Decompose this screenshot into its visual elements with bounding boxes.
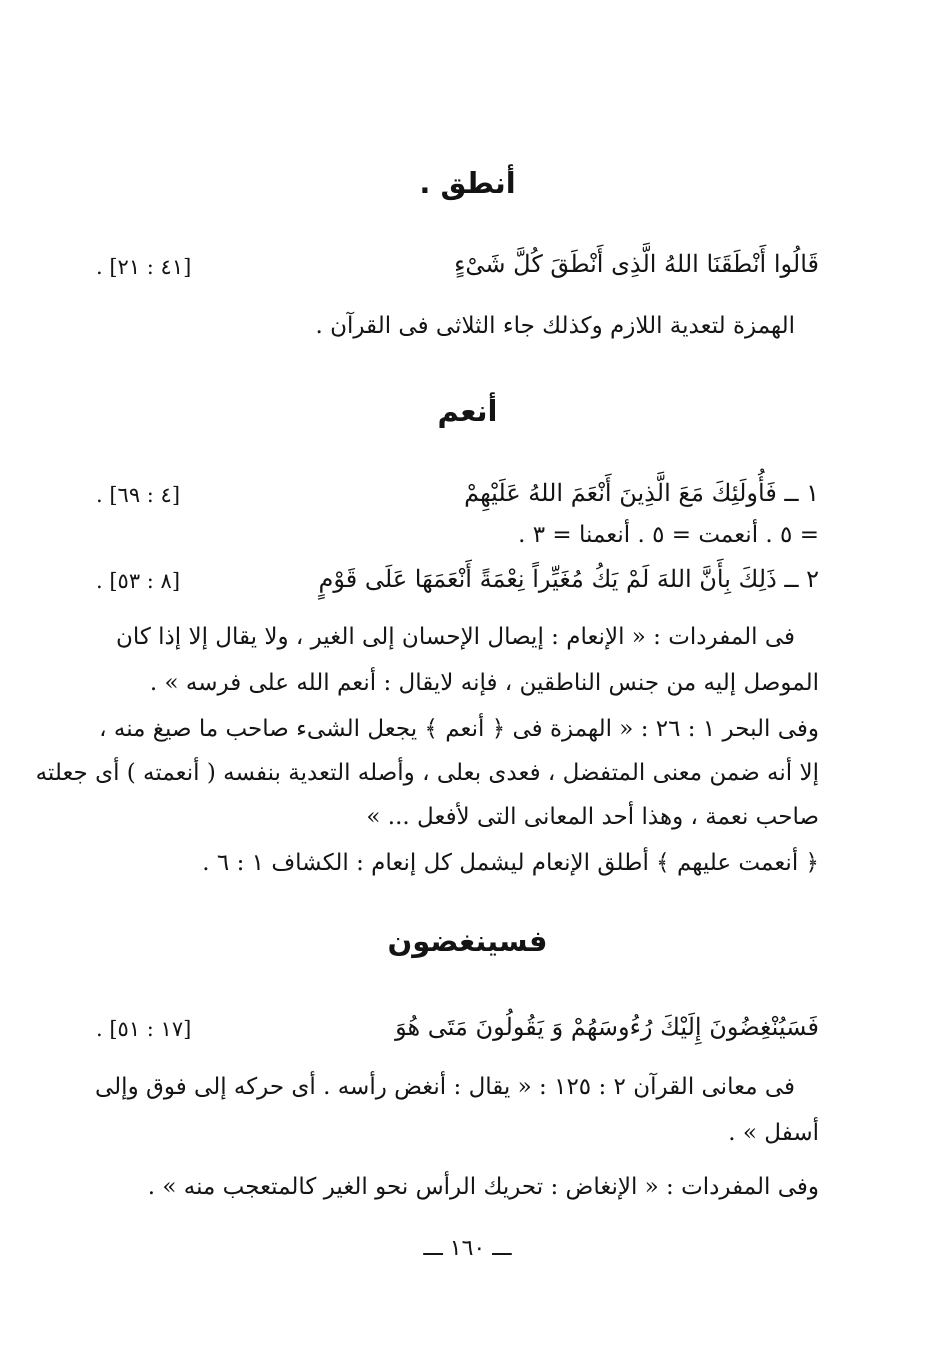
counts-line: = ٥ . أنعمت = ٥ . أنعمنا = ٣ . xyxy=(518,522,819,548)
verse-line: ٢ ــ ذَلِكَ بِأَنَّ اللهَ لَمْ يَكُ مُغَيِّراً نِعْمَةً أَنْعَمَهَا عَلَى قَوْمٍ xyxy=(318,565,819,593)
verse-reference: [١٧ : ٥١] . xyxy=(96,1017,192,1041)
verse-reference: [٤١ : ٢١] . xyxy=(96,255,192,279)
paragraph-line: وفى البحر ١ : ٢٦ : « الهمزة فى ﴿ أنعم ﴾ يجعل الشىء صاحب ما صيغ منه ، xyxy=(99,716,819,742)
note-line: الهمزة لتعدية اللازم وكذلك جاء الثلاثى فى القرآن . xyxy=(315,313,795,339)
paragraph-line: فى معانى القرآن ٢ : ١٢٥ : « يقال : أنغض رأسه . أى حركه إلى فوق وإلى xyxy=(95,1074,795,1100)
paragraph-line: فى المفردات : « الإنعام : إيصال الإحسان إلى الغير ، ولا يقال إلا إذا كان xyxy=(115,624,795,650)
verse-line: ١ ــ فَأُولَئِكَ مَعَ الَّذِينَ أَنْعَمَ اللهُ عَلَيْهِمْ xyxy=(464,479,819,507)
verse-line: فَسَيُنْغِضُونَ إِلَيْكَ رُءُوسَهُمْ وَ يَقُولُونَ مَتَى هُوَ xyxy=(395,1013,819,1041)
paragraph-line: ﴿ أنعمت عليهم ﴾ أطلق الإنعام ليشمل كل إنعام : الكشاف ١ : ٦ . xyxy=(202,850,819,876)
page-number: ـــ ١٦٠ ـــ xyxy=(423,1236,512,1261)
section-heading-antaqa: أنطق . xyxy=(419,166,516,200)
verse-line: قَالُوا أَنْطَقَنَا اللهُ الَّذِى أَنْطَقَ كُلَّ شَىْءٍ xyxy=(454,250,819,278)
verse-reference: [٤ : ٦٩] . xyxy=(96,483,181,507)
paragraph-line: أسفل » . xyxy=(728,1120,819,1146)
section-heading-anama: أنعم xyxy=(437,394,498,428)
paragraph-line: الموصل إليه من جنس الناطقين ، فإنه لايقال : أنعم الله على فرسه » . xyxy=(149,670,819,696)
paragraph-line: إلا أنه ضمن معنى المتفضل ، فعدى بعلى ، وأصله التعدية بنفسه ( أنعمته ) أى جعلته xyxy=(35,760,819,786)
paragraph-line: صاحب نعمة ، وهذا أحد المعانى التى لأفعل ... » xyxy=(366,804,819,830)
paragraph-line: وفى المفردات : « الإنغاض : تحريك الرأس نحو الغير كالمتعجب منه » . xyxy=(147,1174,819,1200)
verse-reference: [٨ : ٥٣] . xyxy=(96,569,181,593)
section-heading-fasayunghidun: فسينغضون xyxy=(387,924,548,958)
